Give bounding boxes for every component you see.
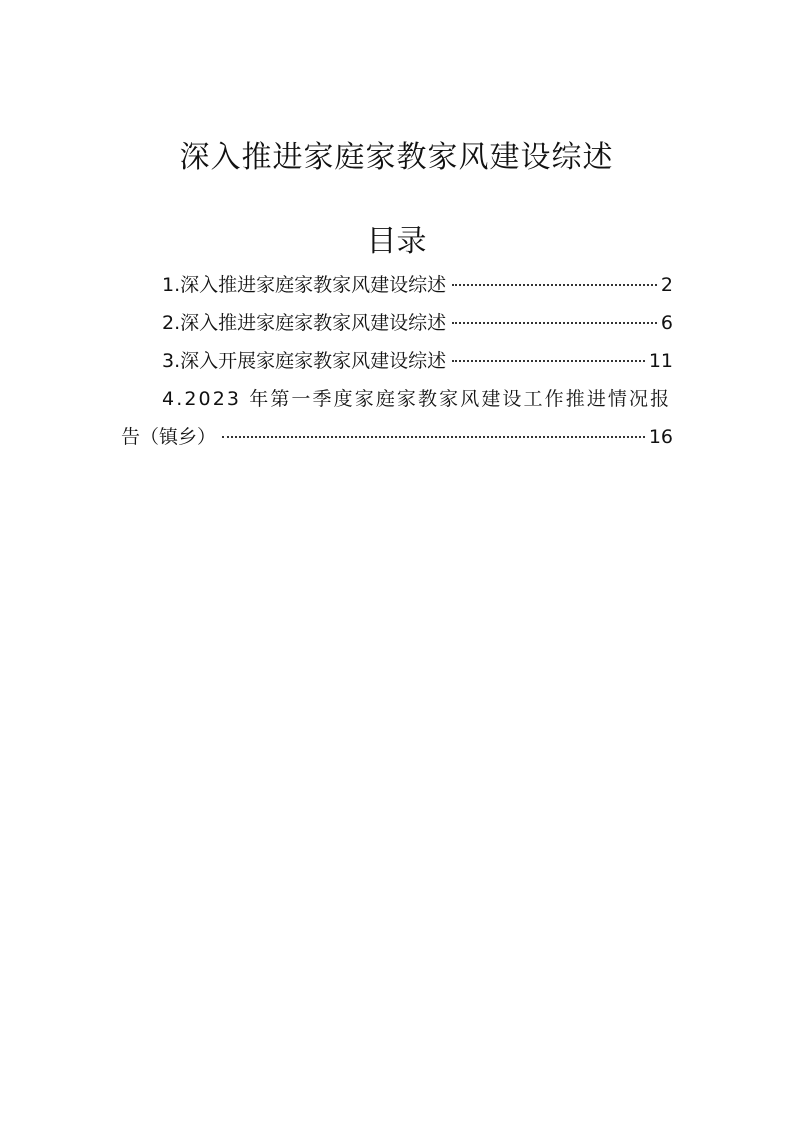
toc-entry-title-line1: 4.2023 年第一季度家庭家教家风建设工作推进情况报 bbox=[162, 388, 672, 410]
toc-entry-3[interactable] bbox=[121, 342, 673, 380]
toc-entry-title: 1.深入推进家庭家教家风建设综述 bbox=[162, 274, 447, 296]
toc-page-number: 16 bbox=[648, 426, 673, 448]
toc-entry-4[interactable] bbox=[121, 380, 673, 456]
toc-entry-title: 3.深入开展家庭家教家风建设综述 bbox=[162, 350, 447, 372]
toc-dot-leader bbox=[452, 360, 645, 362]
toc-entry-title-line2: 告（镇乡） bbox=[121, 426, 217, 448]
toc-dot-leader bbox=[452, 322, 657, 324]
document-title: 深入推进家庭家教家风建设综述 bbox=[179, 140, 614, 175]
toc-page-number: 11 bbox=[648, 350, 673, 372]
toc-entry-continuation bbox=[121, 418, 673, 456]
toc-dot-leader bbox=[222, 436, 645, 438]
toc-page-number: 6 bbox=[660, 312, 673, 334]
toc-dot-leader bbox=[452, 284, 657, 286]
toc-entry-title: 2.深入推进家庭家教家风建设综述 bbox=[162, 312, 447, 334]
table-of-contents bbox=[121, 266, 673, 456]
toc-heading: 目录 bbox=[366, 224, 427, 259]
toc-page-number: 2 bbox=[660, 274, 673, 296]
toc-entry-2[interactable] bbox=[121, 304, 673, 342]
toc-entry-1[interactable] bbox=[121, 266, 673, 304]
